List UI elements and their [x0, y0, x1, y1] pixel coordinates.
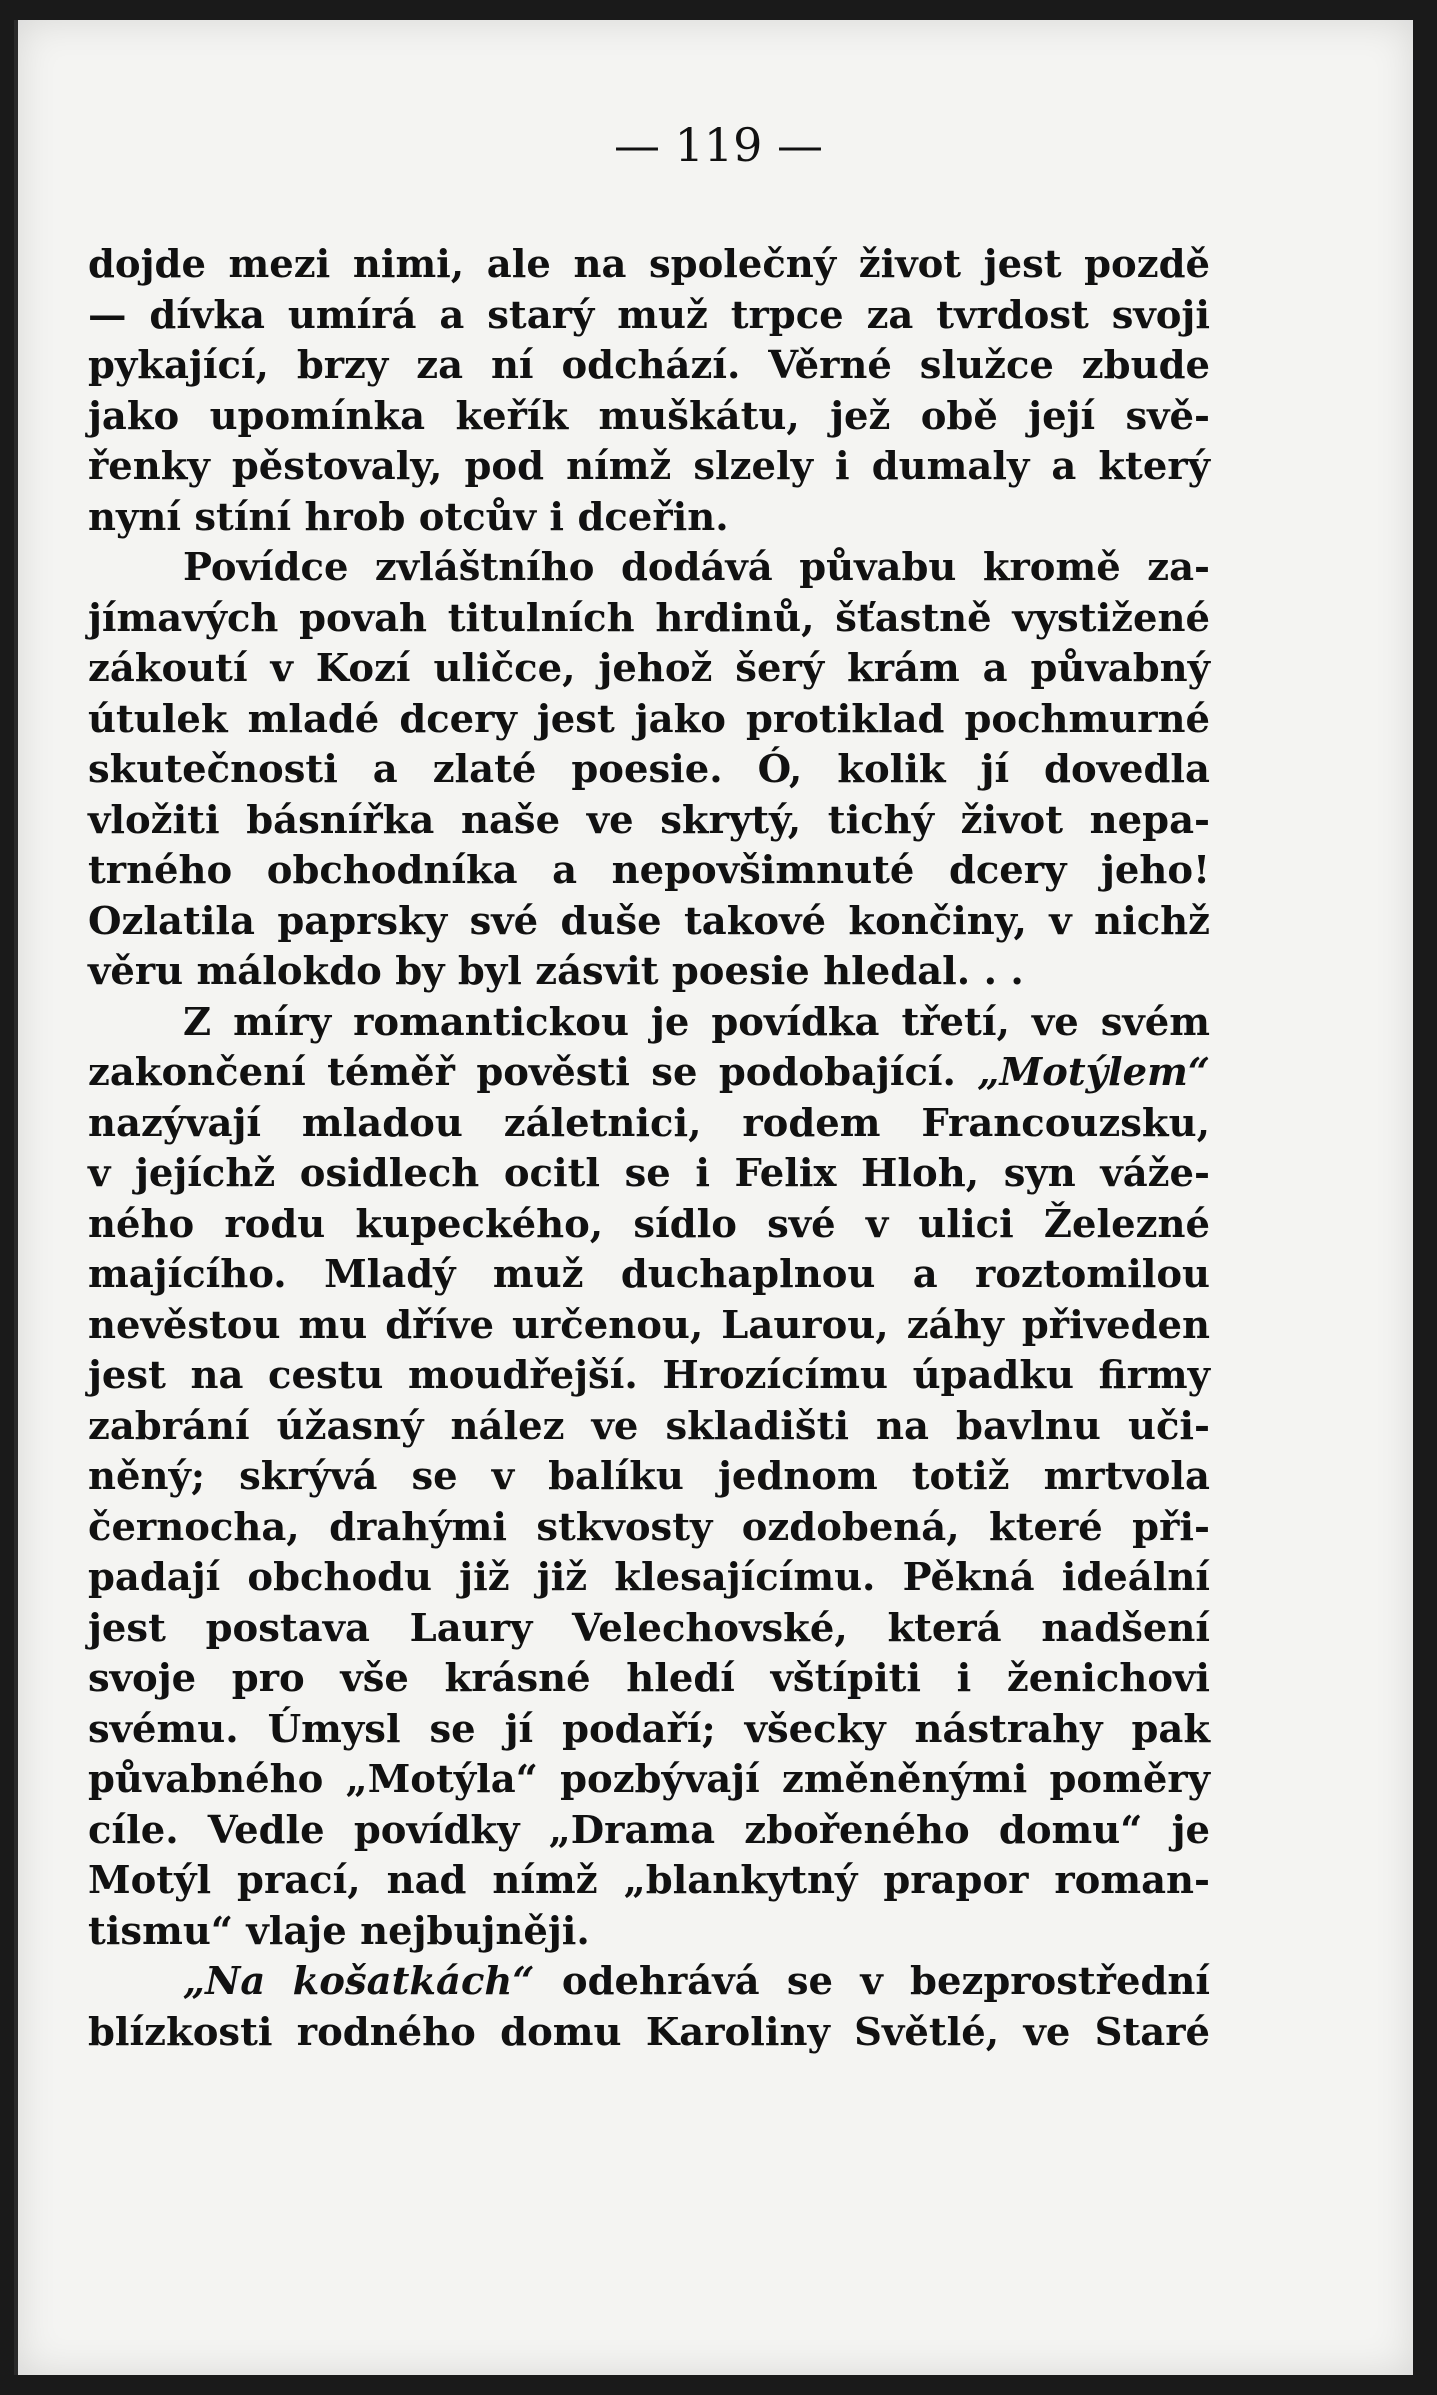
body-text	[88, 240, 1210, 2058]
text-line: nazývají mladou záletnici, rodem Francouzsku,	[88, 1100, 1210, 1146]
text-line: blízkosti rodného domu Karoliny Světlé, ve Staré	[88, 2009, 1210, 2055]
text-line: v jejíchž osidlech ocitl se i Felix Hloh, syn váže-	[88, 1151, 1210, 1196]
text-segment: zakončení téměř pověsti se podobající.	[88, 1050, 956, 1095]
text-line: jest postava Laury Velechovské, která nadšení	[88, 1605, 1210, 1651]
text-line: skutečnosti a zlaté poesie. Ó, kolik jí dovedla	[88, 747, 1210, 792]
text-line: jest na cestu moudřejší. Hrozícímu úpadku firmy	[88, 1353, 1210, 1398]
text-line: jako upomínka keřík muškátu, jež obě její svě-	[88, 393, 1210, 439]
text-line	[88, 1957, 1210, 2008]
text-line: věru málokdo by byl zásvit poesie hledal. . .	[88, 949, 1024, 994]
text-line: něný; skrývá se v balíku jednom totiž mrtvola	[88, 1454, 1210, 1499]
text-segment: odehrává se v bezprostřední	[561, 1959, 1210, 2004]
text-line: majícího. Mladý muž duchaplnou a roztomilou	[88, 1252, 1210, 1297]
text-line: cíle. Vedle povídky „Drama zbořeného domu“ je	[88, 1807, 1210, 1853]
page-number: — 119 —	[613, 118, 824, 172]
text-line: Z míry romantickou je povídka třetí, ve svém	[183, 999, 1210, 1045]
text-line: černocha, drahými stkvosty ozdobená, které při-	[88, 1504, 1210, 1550]
text-line: řenky pěstovaly, pod nímž slzely i dumaly a který	[88, 444, 1210, 489]
text-line: Ozlatila paprsky své duše takové končiny, v nichž	[88, 898, 1210, 944]
text-line: svému. Úmysl se jí podaří; všecky nástrahy pak	[88, 1706, 1210, 1752]
text-line: Povídce zvláštního dodává půvabu kromě za-	[183, 545, 1210, 590]
text-line: padají obchodu již již klesajícímu. Pěkná ideální	[88, 1555, 1210, 1600]
text-line: tismu“ vlaje nejbujněji.	[88, 1908, 590, 1954]
text-line	[88, 1048, 1210, 1099]
text-line: ného rodu kupeckého, sídlo své v ulici Železné	[88, 1201, 1210, 1247]
text-line: pykající, brzy za ní odchází. Věrné služce zbude	[88, 343, 1210, 388]
italic-title: „Na košatkách“	[183, 1959, 535, 2004]
text-line: Motýl prací, nad nímž „blankytný prapor roman-	[88, 1858, 1210, 1903]
text-line: vložiti básnířka naše ve skrytý, tichý život nepa-	[88, 797, 1210, 843]
text-line: nyní stíní hrob otcův i dceřin.	[88, 494, 729, 540]
text-line: nevěstou mu dříve určenou, Laurou, záhy přiveden	[88, 1302, 1210, 1348]
text-line: dojde mezi nimi, ale na společný život jest pozdě	[88, 242, 1210, 287]
text-line: půvabného „Motýla“ pozbývají změněnými poměry	[88, 1757, 1210, 1802]
italic-title: „Motýlem“	[977, 1050, 1210, 1095]
text-line: útulek mladé dcery jest jako protiklad pochmurné	[88, 696, 1210, 742]
text-line: trného obchodníka a nepovšimnuté dcery jeho!	[88, 848, 1210, 893]
text-line: zabrání úžasný nález ve skladišti na bavlnu uči-	[88, 1403, 1210, 1449]
text-line: jímavých povah titulních hrdinů, šťastně vystižené	[88, 595, 1210, 641]
text-line: — dívka umírá a starý muž trpce za tvrdost svoji	[88, 292, 1210, 338]
text-line: svoje pro vše krásné hledí vštípiti i ženichovi	[88, 1656, 1210, 1701]
text-line: zákoutí v Kozí uličce, jehož šerý krám a půvabný	[88, 646, 1210, 691]
